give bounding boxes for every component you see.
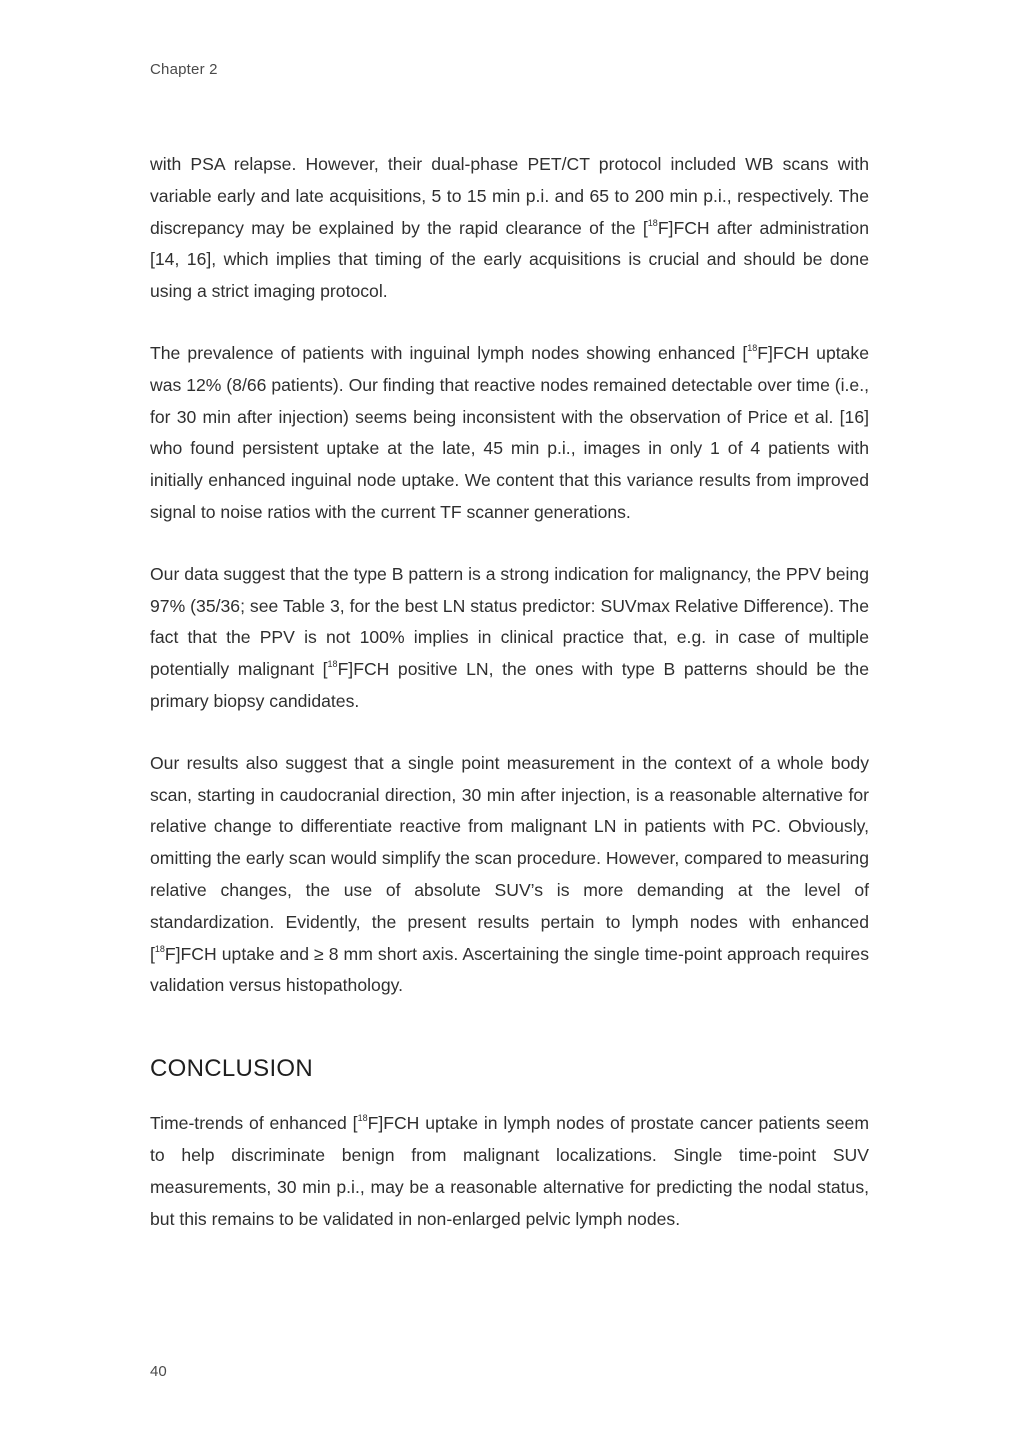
paragraph-text: Our data suggest that the type B pattern is a strong indication for malignancy, the PPV being 97% (35/36; see Table 3, for the best LN status predictor: SUVmax Relative Difference). The fact that the PPV is not 100% implies in clinical practice that, e.g. in case of multiple potentially malignant [ bbox=[150, 563, 869, 680]
superscript-isotope: 18 bbox=[647, 217, 658, 228]
superscript-isotope: 18 bbox=[154, 943, 165, 954]
paragraph-inguinal-nodes bbox=[150, 338, 869, 529]
paragraph-conclusion bbox=[150, 1108, 869, 1235]
paragraph-text: The prevalence of patients with inguinal lymph nodes showing enhanced [ bbox=[150, 342, 748, 363]
paragraph-type-b-pattern bbox=[150, 559, 869, 718]
paragraph-text: Time-trends of enhanced [ bbox=[150, 1113, 358, 1134]
paragraph-text: F]FCH uptake and ≥ 8 mm short axis. Ascertaining the single time-point approach requires validation versus histopathology. bbox=[150, 943, 869, 996]
superscript-isotope: 18 bbox=[327, 659, 338, 670]
paragraph-text: Our results also suggest that a single point measurement in the context of a whole body scan, starting in caudocranial direction, 30 min after injection, is a reasonable alternative for relative change to differentiate reactive from malignant LN in patients with PC. Obviously, omitting the early scan would simplify the scan procedure. However, compared to measuring relative changes, the use of absolute SUV’s is more demanding at the level of standardization. Evidently, the present results pertain to lymph nodes with enhanced [ bbox=[150, 752, 869, 964]
superscript-isotope: 18 bbox=[747, 343, 758, 354]
paragraph-discussion-timing bbox=[150, 149, 869, 308]
page-number: 40 bbox=[150, 1363, 167, 1380]
paragraph-text: with PSA relapse. However, their dual-phase PET/CT protocol included WB scans with variable early and late acquisitions, 5 to 15 min p.i. and 65 to 200 min p.i., respectively. The discrepancy may be explained by the rapid clearance of the [ bbox=[150, 154, 869, 238]
superscript-isotope: 18 bbox=[357, 1113, 368, 1124]
body-text bbox=[150, 149, 869, 1265]
paragraph-single-point bbox=[150, 748, 869, 1002]
paragraph-text: F]FCH positive LN, the ones with type B patterns should be the primary biopsy candidates. bbox=[150, 659, 869, 711]
conclusion-heading: CONCLUSION bbox=[150, 1055, 314, 1083]
paragraph-text: F]FCH uptake was 12% (8/66 patients). Our finding that reactive nodes remained detectable over time (i.e., for 30 min after injection) seems being inconsistent with the observation of Price et al. [16] who found persistent uptake at the late, 45 min p.i., images in only 1 of 4 patients with initially enhanced inguinal node uptake. We content that this variance results from improved signal to noise ratios with the current TF scanner generations. bbox=[150, 342, 869, 522]
paragraph-text: F]FCH after administration [14, 16], which implies that timing of the early acquisitions is crucial and should be done using a strict imaging protocol. bbox=[150, 217, 869, 302]
paragraph-text: F]FCH uptake in lymph nodes of prostate cancer patients seem to help discriminate benign from malignant localizations. Single time-point SUV measurements, 30 min p.i., may be a reasonable alternative for predicting the nodal status, but this remains to be validated in non-enlarged pelvic lymph nodes. bbox=[150, 1113, 870, 1229]
running-head: Chapter 2 bbox=[150, 61, 218, 78]
